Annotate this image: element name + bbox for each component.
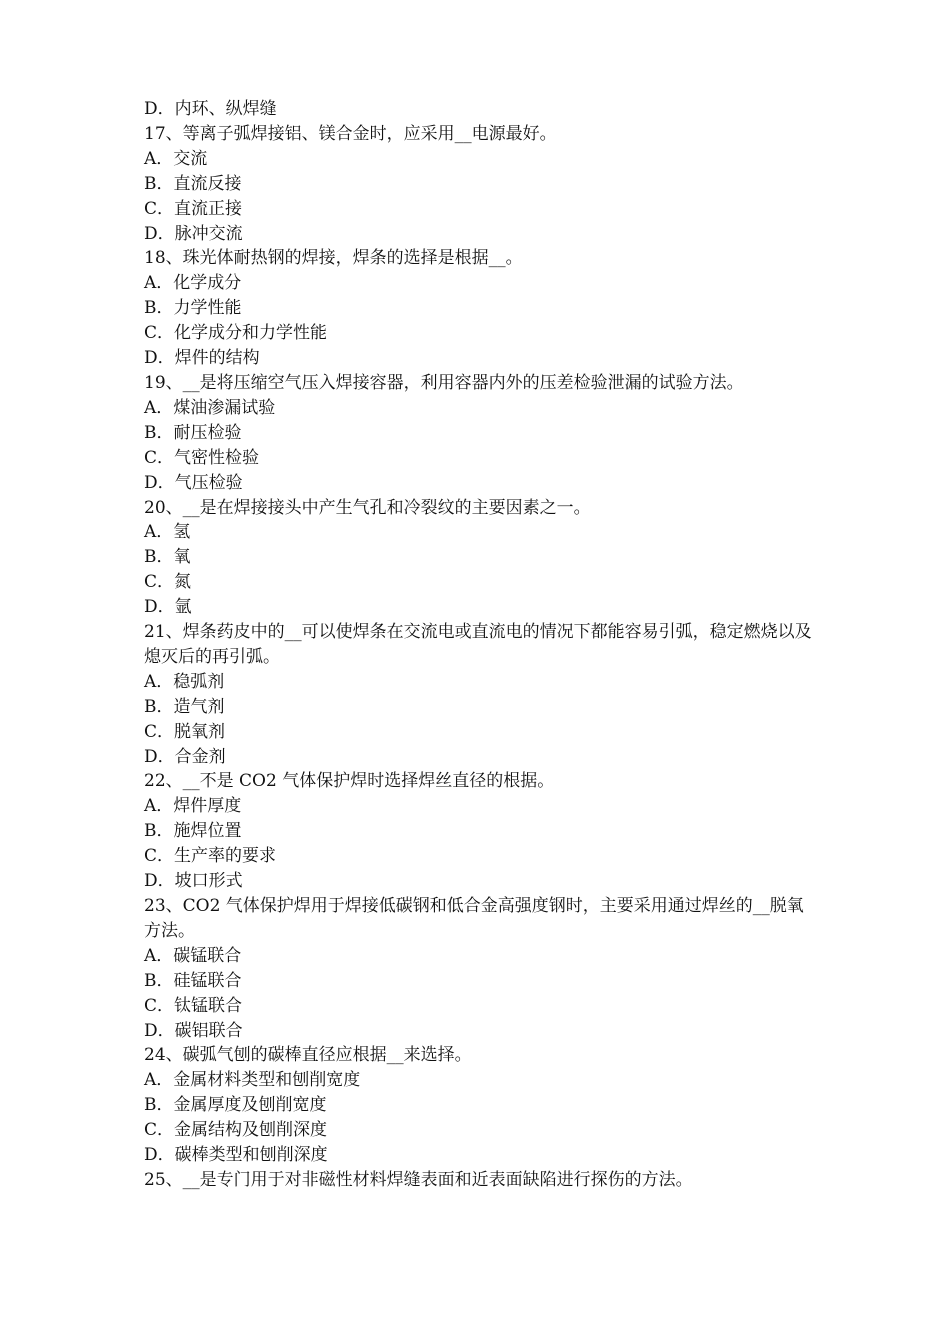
option-b: B．直流反接 bbox=[144, 173, 242, 194]
question-stem: 22、__不是 CO2 气体保护焊时选择焊丝直径的根据。 bbox=[144, 771, 555, 792]
question-stem: 25、__是专门用于对非磁性材料焊缝表面和近表面缺陷进行探伤的方法。 bbox=[144, 1169, 693, 1190]
question-stem: 21、焊条药皮中的__可以使焊条在交流电或直流电的情况下都能容易引弧，稳定燃烧以及熄灭后的再引弧。 bbox=[144, 622, 812, 667]
question-stem: 17、等离子弧焊接铝、镁合金时，应采用__电源最好。 bbox=[144, 123, 557, 144]
question-21 bbox=[144, 620, 812, 769]
question-stem: 18、珠光体耐热钢的焊接，焊条的选择是根据__。 bbox=[144, 248, 523, 269]
option-c: C．金属结构及刨削深度 bbox=[144, 1120, 328, 1141]
question-stem: 19、__是将压缩空气压入焊接容器，利用容器内外的压差检验泄漏的试验方法。 bbox=[144, 372, 744, 393]
option-c: C．直流正接 bbox=[144, 198, 243, 219]
option-a: A．稳弧剂 bbox=[144, 671, 225, 692]
question-20 bbox=[144, 496, 812, 621]
option-b: B．造气剂 bbox=[144, 696, 225, 717]
option-b: B．氧 bbox=[144, 547, 191, 568]
option-a: A．化学成分 bbox=[144, 273, 242, 294]
option-a: A．氢 bbox=[144, 522, 191, 543]
question-25 bbox=[144, 1168, 812, 1193]
option-b: B．力学性能 bbox=[144, 298, 242, 319]
question-22 bbox=[144, 769, 812, 894]
question-19 bbox=[144, 371, 812, 496]
question-stem: 23、CO2 气体保护焊用于焊接低碳钢和低合金高强度钢时，主要采用通过焊丝的__脱氧方法。 bbox=[144, 896, 804, 941]
option-a: A．金属材料类型和刨削宽度 bbox=[144, 1070, 361, 1091]
option-a: A．焊件厚度 bbox=[144, 796, 242, 817]
option-a: A．交流 bbox=[144, 148, 208, 169]
option-c: C．化学成分和力学性能 bbox=[144, 323, 328, 344]
option-b: B．施焊位置 bbox=[144, 821, 242, 842]
option-b: B．耐压检验 bbox=[144, 422, 242, 443]
document-content bbox=[144, 97, 812, 1193]
option-a: A．煤油渗漏试验 bbox=[144, 397, 276, 418]
option-d: D．碳棒类型和刨削深度 bbox=[144, 1145, 328, 1166]
question-24 bbox=[144, 1043, 812, 1168]
option-d: D．脉冲交流 bbox=[144, 223, 243, 244]
question-stem: 20、__是在焊接接头中产生气孔和冷裂纹的主要因素之一。 bbox=[144, 497, 591, 518]
option-c: C．脱氧剂 bbox=[144, 721, 226, 742]
option-c: C．钛锰联合 bbox=[144, 995, 243, 1016]
option-d: D．氩 bbox=[144, 597, 192, 618]
option-c: C．生产率的要求 bbox=[144, 846, 277, 867]
option-b: B．硅锰联合 bbox=[144, 970, 242, 991]
option-b: B．金属厚度及刨削宽度 bbox=[144, 1095, 327, 1116]
option-c: C．气密性检验 bbox=[144, 447, 260, 468]
question-23 bbox=[144, 894, 812, 1043]
question-18 bbox=[144, 246, 812, 371]
lead-option: D．内环、纵焊缝 bbox=[144, 99, 277, 119]
option-d: D．坡口形式 bbox=[144, 871, 243, 892]
question-stem: 24、碳弧气刨的碳棒直径应根据__来选择。 bbox=[144, 1045, 472, 1066]
option-d: D．合金剂 bbox=[144, 746, 226, 767]
option-c: C．氮 bbox=[144, 572, 192, 593]
question-17 bbox=[144, 122, 812, 247]
option-a: A．碳锰联合 bbox=[144, 945, 242, 966]
option-d: D．碳铝联合 bbox=[144, 1020, 243, 1041]
option-d: D．气压检验 bbox=[144, 472, 243, 493]
option-d: D．焊件的结构 bbox=[144, 348, 260, 369]
